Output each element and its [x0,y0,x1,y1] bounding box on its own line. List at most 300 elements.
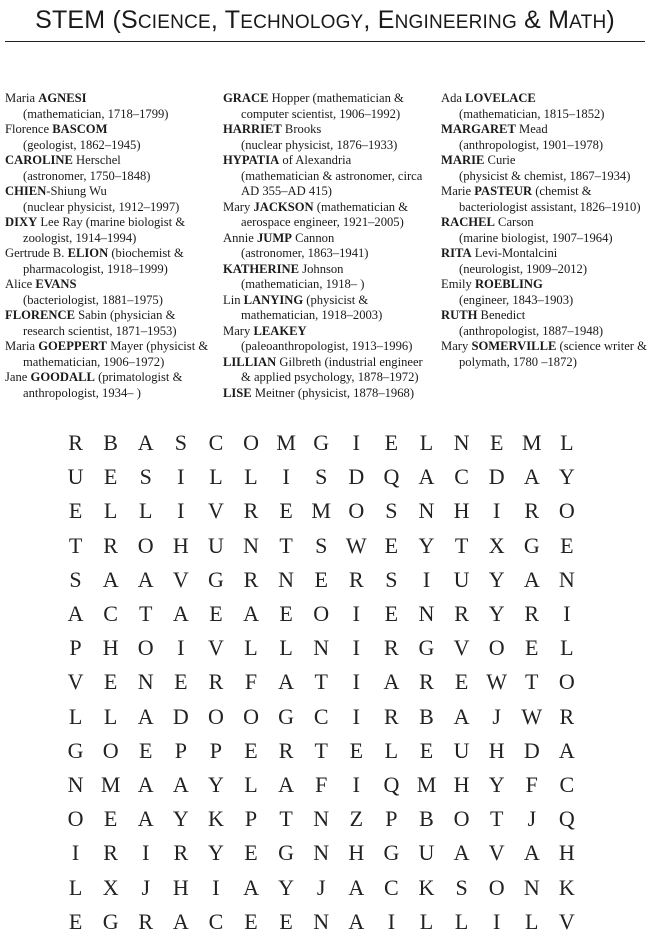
entry-name-prefix: Annie [223,230,257,245]
grid-letter: N [137,669,154,695]
grid-letter: U [418,840,435,866]
entry-name-prefix: Florence [5,122,53,136]
grid-letter: I [352,635,360,661]
grid-letter: I [212,874,220,900]
grid-letter: M [100,771,121,797]
grid-letter: R [103,532,118,558]
entry-name-prefix: Gertrude B. [5,246,68,260]
entry-name-prefix: Maria [5,91,39,105]
grid-letter: G [418,635,435,661]
grid-letter: Y [418,532,435,558]
entry-hidden-word: CHIEN [5,184,47,198]
grid-letter: I [71,840,80,866]
grid-letter: H [102,635,119,661]
grid-letter: N [418,498,435,524]
grid-letter: T [279,532,293,558]
entry-hidden-word: MARIE [441,153,485,167]
grid-letter: S [174,430,187,456]
grid-letter: W [486,669,508,695]
grid-letter: L [419,908,434,934]
grid-letter: Y [172,806,189,832]
word-list-entry: CHIEN-Shiung Wu (nuclear physicist, 1912–1997) [5,184,180,214]
entry-hidden-word: SOMERVILLE [471,339,557,353]
word-list-entry: Marie PASTEUR (chemist & bacteriologist assistant, 1826–1910) [441,184,641,214]
grid-letter: S [385,566,398,592]
grid-letter: F [525,771,538,797]
grid-letter: T [454,532,469,558]
grid-letter: J [527,806,537,832]
grid-letter: T [68,532,83,558]
entry-name-prefix: Jane [5,370,31,384]
grid-letter: Y [488,771,505,797]
grid-letter: R [524,498,540,524]
grid-letter: A [523,464,540,490]
grid-letter: G [278,703,295,729]
grid-letter: I [282,464,290,490]
grid-letter: I [142,840,150,866]
grid-letter: H [558,840,575,866]
entry-hidden-word: LANYING [243,292,304,307]
entry-name-prefix: Emily [441,277,475,291]
grid-letter: I [352,669,360,695]
grid-letter: C [384,874,399,900]
grid-letter: C [559,771,575,797]
page-title: STEM (SCIENCE, TECHNOLOGY, ENGINEERING & MATH) [35,6,615,34]
grid-letter: Y [207,771,224,797]
grid-letter: P [385,806,398,832]
grid-letter: L [525,908,539,934]
grid-letter: G [383,840,400,866]
title-divider [5,41,645,42]
grid-letter: E [244,908,258,934]
grid-letter: I [352,703,360,729]
grid-letter: V [207,635,224,661]
entry-name-prefix: Mary [223,323,254,338]
grid-letter: K [207,806,224,832]
grid-letter: E [525,635,539,661]
word-list-entry: HARRIET Brooks (nuclear physicist, 1876–1933) [223,122,398,152]
grid-letter: O [488,874,505,900]
grid-letter: E [279,908,293,934]
entry-hidden-word: ELION [67,246,109,260]
grid-letter: G [313,430,330,456]
word-list-entry: Maria AGNESI (mathematician, 1718–1799) [5,91,169,121]
grid-letter: R [419,669,434,695]
grid-letter: V [67,669,84,695]
word-list-entry: GRACE Hopper (mathematician & computer scientist, 1906–1992) [223,91,404,121]
entry-hidden-word: RUTH [441,308,478,322]
grid-letter: G [207,566,224,592]
grid-letter: O [558,498,575,524]
grid-letter: W [345,532,367,558]
entry-hidden-word: LOVELACE [465,91,536,105]
entry-hidden-word: EVANS [35,277,77,291]
grid-letter: E [419,737,434,763]
grid-letter: O [137,635,154,661]
grid-letter: M [311,498,331,524]
grid-letter: H [453,771,470,797]
word-list-entry: Gertrude B. ELION (biochemist & pharmacologist, 1918–1999) [5,246,184,276]
grid-letter: H [348,840,365,866]
grid-letter: U [453,737,470,763]
grid-letter: A [278,669,295,695]
grid-letter: R [208,669,224,695]
grid-letter: E [244,737,258,763]
grid-letter: E [384,430,399,456]
word-list-entry: Florence BASCOM (geologist, 1862–1945) [5,122,141,152]
word-list-entry: Lin LANYING (physicist & mathematician, 1918–2003) [223,292,383,322]
entry-name-prefix: Alice [5,277,36,291]
grid-letter: E [454,669,469,695]
grid-letter: E [384,532,399,558]
entry-hidden-word: JACKSON [253,199,314,214]
grid-letter: A [137,771,154,797]
grid-letter: S [69,566,82,592]
grid-letter: A [67,601,84,627]
grid-letter: L [103,703,118,729]
grid-letter: I [352,430,360,456]
grid-letter: O [453,806,470,832]
grid-letter: M [416,771,437,797]
grid-letter: J [316,874,326,900]
grid-letter: I [493,908,501,934]
grid-letter: N [313,908,330,934]
grid-letter: S [385,498,398,524]
entry-hidden-word: ROEBLING [474,277,543,291]
grid-letter: T [314,737,328,763]
grid-letter: Y [488,566,505,592]
grid-letter: N [313,806,330,832]
grid-letter: V [172,566,189,592]
grid-letter: I [177,635,185,661]
entry-hidden-word: GRACE [223,91,269,105]
grid-letter: W [521,703,543,729]
grid-letter: F [315,771,328,797]
grid-letter: J [492,703,501,729]
grid-letter: I [563,601,571,627]
word-list-entry: RITA Levi-Montalcini (neurologist, 1909–2012) [441,246,588,276]
grid-letter: R [68,430,83,456]
grid-letter: G [278,840,295,866]
grid-letter: L [279,635,293,661]
grid-letter: U [453,566,470,592]
grid-letter: T [525,669,539,695]
grid-letter: E [68,498,83,524]
word-list-entry: Emily ROEBLING (engineer, 1843–1903) [441,277,574,307]
grid-letter: L [244,635,258,661]
grid-letter: O [243,430,259,456]
grid-letter: R [138,908,154,934]
grid-letter: R [384,703,399,729]
grid-letter: K [418,874,435,900]
grid-letter: D [488,464,505,490]
grid-letter: Y [207,840,224,866]
grid-letter: A [172,908,189,934]
grid-letter: E [174,669,188,695]
grid-letter: L [103,498,118,524]
entry-hidden-word: FLORENCE [5,308,75,322]
grid-letter: E [384,601,399,627]
grid-letter: I [387,908,396,934]
grid-letter: L [454,908,469,934]
grid-letter: F [244,669,258,695]
grid-letter: O [67,806,84,832]
grid-letter: R [384,635,399,661]
entry-hidden-word: RACHEL [441,215,495,229]
grid-letter: N [558,566,575,592]
entry-hidden-word: DIXY [5,215,38,229]
grid-letter: K [558,874,575,900]
grid-letter: Y [488,601,505,627]
word-list-entry: FLORENCE Sabin (physician & research scientist, 1871–1953) [5,308,177,338]
grid-letter: G [523,532,540,558]
entry-hidden-word: LEAKEY [253,323,307,338]
word-list-entry: Mary JACKSON (mathematician & aerospace engineer, 1921–2005) [223,199,409,229]
grid-letter: Q [558,806,575,832]
grid-letter: E [349,737,364,763]
word-list-entry: LISE Meitner (physicist, 1878–1968) [223,385,415,400]
entry-name-prefix: Marie [441,184,475,198]
grid-letter: L [68,874,83,900]
grid-letter: E [103,669,118,695]
word-list-entry: Jane GOODALL (primatologist & anthropologist, 1934– ) [5,370,183,400]
grid-letter: A [137,806,154,832]
entry-name-prefix: Mary [223,199,254,214]
grid-letter: D [172,703,189,729]
grid-letter: L [560,430,574,456]
grid-letter: B [419,703,434,729]
grid-letter: M [521,430,542,456]
entry-hidden-word: GOEPPERT [38,339,108,353]
word-list-entry: RACHEL Carson (marine biologist, 1907–1964) [441,215,613,245]
word-search-grid [58,426,584,939]
grid-letter: C [103,601,118,627]
grid-letter: Z [349,806,364,832]
grid-letter: A [558,737,575,763]
grid-letter: L [209,464,223,490]
grid-letter: V [453,635,470,661]
grid-letter: A [102,566,119,592]
grid-letter: Y [278,874,295,900]
grid-letter: A [172,771,189,797]
word-list-entry: HYPATIA of Alexandria (mathematician & astronomer, circa AD 355–AD 415) [223,153,423,198]
grid-letter: Q [383,464,400,490]
grid-letter: L [560,635,574,661]
grid-letter: H [172,532,189,558]
word-list-entry: KATHERINE Johnson (mathematician, 1918– ) [223,261,365,291]
grid-letter: E [139,737,153,763]
grid-letter: T [314,669,328,695]
grid-letter: U [67,464,84,490]
grid-letter: O [348,498,365,524]
grid-letter: E [279,498,293,524]
grid-letter: L [68,703,83,729]
grid-letter: A [243,874,259,900]
grid-letter: U [207,532,224,558]
word-list-entry: Ada LOVELACE (mathematician, 1815–1852) [441,91,605,121]
grid-letter: N [67,771,84,797]
grid-letter: G [67,737,84,763]
word-list-entry: Mary SOMERVILLE (science writer & polymath, 1780 –1872) [441,339,647,369]
grid-letter: S [139,464,152,490]
grid-letter: X [488,532,505,558]
grid-letter: S [315,464,328,490]
grid-letter: T [489,806,504,832]
entry-hidden-word: MARGARET [441,122,516,136]
grid-letter: Y [558,464,575,490]
grid-letter: J [141,874,151,900]
grid-letter: I [352,601,360,627]
grid-letter: C [454,464,469,490]
entry-hidden-word: BASCOM [52,122,108,136]
grid-letter: P [209,737,223,763]
word-list-entry: MARGARET Mead (anthropologist, 1901–1978) [441,122,604,152]
word-list-entry: RUTH Benedict (anthropologist, 1887–1948) [441,308,604,338]
grid-letter: D [523,737,540,763]
grid-letter: E [103,464,118,490]
grid-letter: N [313,840,330,866]
grid-letter: R [243,566,259,592]
grid-letter: L [384,737,399,763]
grid-letter: A [453,703,470,729]
entry-hidden-word: HYPATIA [223,153,280,167]
grid-letter: P [69,635,82,661]
grid-letter: A [383,669,400,695]
grid-letter: T [139,601,153,627]
grid-letter: R [173,840,189,866]
grid-letter: E [103,806,118,832]
word-list-column-3 [441,91,650,370]
word-list-column-2 [223,91,435,401]
word-list-column-1 [5,91,215,401]
grid-letter: A [172,601,189,627]
grid-letter: O [313,601,330,627]
grid-letter: A [453,840,470,866]
grid-letter: O [207,703,224,729]
grid-letter: E [244,840,258,866]
grid-letter: E [560,532,574,558]
grid-letter: R [348,566,364,592]
grid-letter: T [279,806,293,832]
grid-letter: S [315,532,328,558]
grid-letter: I [177,498,185,524]
grid-letter: O [137,532,154,558]
grid-letter: A [137,703,154,729]
grid-letter: S [455,874,468,900]
grid-letter: C [208,430,224,456]
grid-letter: M [276,430,296,456]
grid-letter: O [558,669,575,695]
grid-letter: A [348,874,365,900]
grid-letter: E [209,601,223,627]
entry-name-prefix: Maria [5,339,39,353]
grid-letter: C [313,703,329,729]
grid-letter: N [523,874,540,900]
grid-letter: N [313,635,330,661]
grid-letter: R [103,840,118,866]
grid-letter: H [172,874,189,900]
grid-letter: L [244,464,258,490]
word-list-entry: LILLIAN Gilbreth (industrial engineer & applied psychology, 1878–1972) [223,354,423,384]
entry-hidden-word: GOODALL [30,370,95,384]
grid-letter: A [243,601,259,627]
grid-letter: O [102,737,119,763]
entry-hidden-word: HARRIET [223,122,282,136]
grid-letter: E [279,601,293,627]
grid-letter: R [524,601,540,627]
grid-letter: H [453,498,470,524]
grid-letter: I [493,498,501,524]
grid-letter: L [139,498,153,524]
entry-hidden-word: RITA [441,246,472,260]
entry-hidden-word: LISE [223,385,252,400]
entry-hidden-word: JUMP [256,230,292,245]
grid-letter: B [103,430,118,456]
entry-hidden-word: KATHERINE [223,261,300,276]
word-list-entry: Alice EVANS (bacteriologist, 1881–1975) [5,277,163,307]
grid-letter: P [244,806,258,832]
grid-letter: D [348,464,365,490]
word-list-entry: MARIE Curie (physicist & chemist, 1867–1934) [441,153,631,183]
grid-letter: E [314,566,328,592]
grid-letter: V [488,840,505,866]
entry-name-prefix: Lin [223,292,244,307]
word-list-entry: Mary LEAKEY (paleoanthropologist, 1913–1996) [223,323,413,353]
grid-letter: V [558,908,575,934]
grid-letter: Q [383,771,400,797]
grid-letter: N [418,601,435,627]
grid-letter: R [243,498,259,524]
entry-hidden-word: PASTEUR [474,184,533,198]
grid-letter: V [207,498,224,524]
grid-letter: R [278,737,294,763]
grid-letter: L [419,430,434,456]
grid-letter: C [208,908,224,934]
grid-letter: R [559,703,575,729]
grid-letter: A [278,771,295,797]
grid-letter: E [68,908,83,934]
word-list-entry: DIXY Lee Ray (marine biologist & zoologist, 1914–1994) [5,215,186,245]
grid-letter: N [278,566,295,592]
word-list-entry: CAROLINE Herschel (astronomer, 1750–1848) [5,153,151,183]
grid-letter: P [174,737,187,763]
word-list-entry: Annie JUMP Cannon (astronomer, 1863–1941) [223,230,369,260]
entry-hidden-word: CAROLINE [5,153,73,167]
grid-letter: A [348,908,365,934]
grid-letter: O [243,703,259,729]
grid-letter: A [137,430,154,456]
grid-letter: I [422,566,431,592]
grid-letter: H [488,737,505,763]
grid-letter: A [523,566,540,592]
grid-letter: R [454,601,469,627]
grid-letter: B [419,806,434,832]
grid-letter: A [523,840,540,866]
grid-letter: E [489,430,504,456]
grid-letter: I [177,464,185,490]
grid-letter: O [488,635,505,661]
entry-hidden-word: AGNESI [38,91,87,105]
entry-name-prefix: Mary [441,339,472,353]
grid-letter: G [102,908,119,934]
grid-letter: N [453,430,470,456]
word-list-entry: Maria GOEPPERT Mayer (physicist & mathematician, 1906–1972) [5,339,209,369]
grid-letter: A [418,464,435,490]
entry-hidden-word: LILLIAN [223,354,277,369]
grid-letter: A [137,566,154,592]
grid-letter: X [102,874,119,900]
entry-name-prefix: Ada [441,91,466,105]
